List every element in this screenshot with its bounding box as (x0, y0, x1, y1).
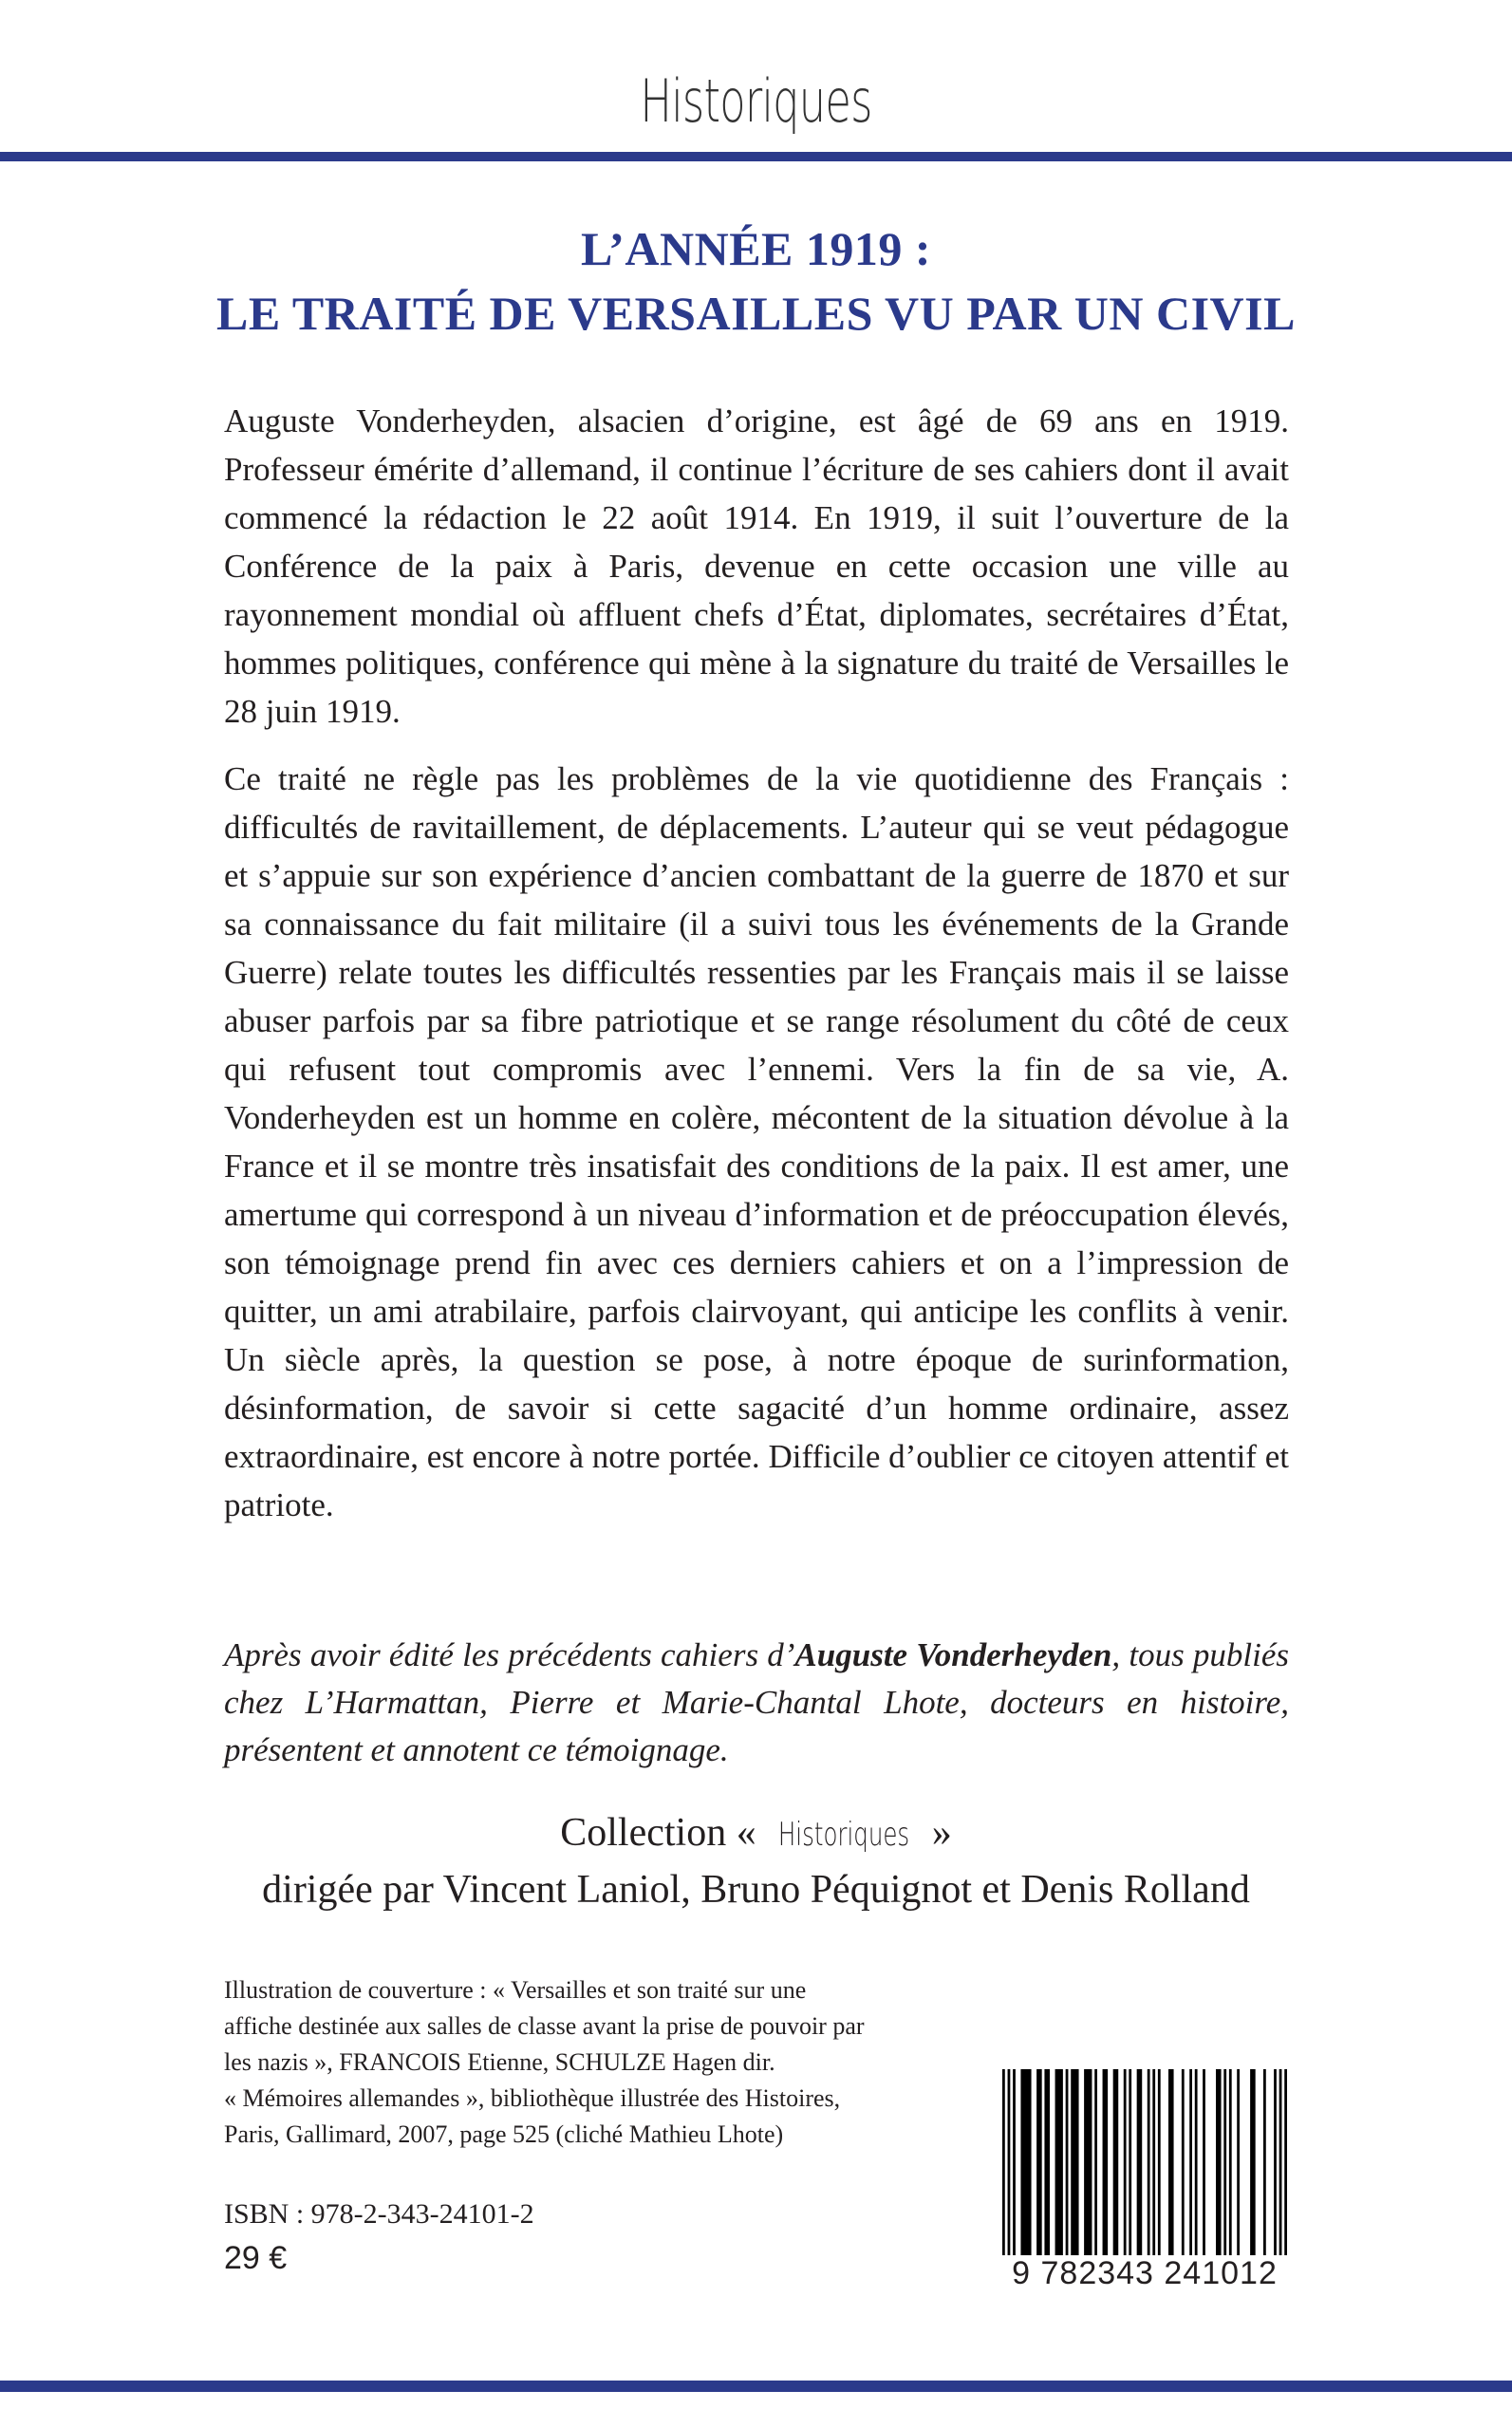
barcode-bar (1195, 2069, 1198, 2255)
illustration-line-4: « Mémoires allemandes », bibliothèque illustrée des Histoires, (224, 2084, 841, 2112)
barcode-bar (1168, 2069, 1174, 2255)
barcode-bar (1071, 2069, 1078, 2255)
isbn: ISBN : 978-2-343-24101-2 (224, 2198, 534, 2230)
barcode-bar (1148, 2069, 1150, 2255)
barcode-bar (1084, 2069, 1092, 2255)
barcode-bars (993, 2069, 1297, 2259)
barcode-bar (1203, 2069, 1205, 2255)
collection-info (0, 1805, 1512, 1917)
collection-directors: dirigée par Vincent Laniol, Bruno Péquignot et Denis Rolland (262, 1868, 1250, 1912)
barcode-bar (1124, 2069, 1127, 2255)
barcode-bar (1274, 2069, 1277, 2255)
barcode-bar (1020, 2069, 1031, 2255)
barcode-bar (1223, 2069, 1226, 2255)
series-header: Historiques (640, 66, 872, 136)
credit-before: Après avoir édité les précédents cahiers d’ (224, 1636, 795, 1673)
barcode-bar (1152, 2069, 1155, 2255)
barcode-bar (1129, 2069, 1131, 2255)
top-rule (0, 152, 1512, 161)
illustration-line-5: Paris, Gallimard, 2007, page 525 (cliché Mathieu Lhote) (224, 2120, 784, 2148)
barcode (993, 2069, 1297, 2291)
barcode-bar (1284, 2069, 1287, 2255)
barcode-bar (1158, 2069, 1161, 2255)
barcode-bar (1216, 2069, 1222, 2255)
collection-close-quote: » (931, 1811, 952, 1855)
collection-series: Historiques (778, 1816, 910, 1854)
barcode-bar (1189, 2069, 1192, 2255)
barcode-bar (1036, 2069, 1042, 2255)
book-title (0, 216, 1512, 345)
barcode-bar (1182, 2069, 1185, 2255)
barcode-bar (1103, 2069, 1109, 2255)
bottom-rule (0, 2381, 1512, 2392)
barcode-bar (1263, 2069, 1266, 2255)
title-line-2: LE TRAITÉ DE VERSAILLES VU PAR UN CIVIL (216, 287, 1296, 340)
illustration-line-3: les nazis », FRANCOIS Etienne, SCHULZE Hagen dir. (224, 2048, 775, 2076)
barcode-bar (1279, 2069, 1282, 2255)
barcode-bar (1229, 2069, 1232, 2255)
barcode-bar (1044, 2069, 1050, 2255)
barcode-bar (1137, 2069, 1143, 2255)
illustration-line-2: affiche destinée aux salles de classe avant la prise de pouvoir par (224, 2012, 865, 2040)
barcode-digits: 9 782343 241012 (993, 2255, 1297, 2292)
summary-paragraph-2: Ce traité ne règle pas les problèmes de la vie quotidienne des Français : difficultés de ravitaillement, de déplacements. L’auteur qui se veut pédagogue et s’appuie sur son expérience d’ancien combattant de la guerre de 1870 et sur sa connaissance du fait militaire (il a suivi tous les événements de la Grande Guerre) relate toutes les difficultés ressenties par les Français mais il se laisse abuser parfois par sa fibre patriotique et se range résolument du côté de ceux qui refusent tout compromis avec l’ennemi. Vers la fin de sa vie, A. Vonderheyden est un homme en colère, mécontent de la situation dévolue à la France et il se montre très insatisfait des conditions de la paix. Il est amer, une amertume qui correspond à un niveau d’information et de préoccupation élevés, son témoignage prend fin avec ces derniers cahiers et on a l’impression de quitter, un ami atrabilaire, parfois clairvoyant, qui anticipe les conflits à venir. Un siècle après, la question se pose, à notre époque de surinformation, désinformation, de savoir si cette sagacité d’un homme ordinaire, assez extraordinaire, est encore à notre portée. Difficile d’oublier ce citoyen attentif et patriote. (224, 760, 1289, 1523)
barcode-bar (1094, 2069, 1097, 2255)
barcode-bar (1013, 2069, 1016, 2255)
title-line-1: L’ANNÉE 1919 : (580, 222, 932, 275)
barcode-bar (1237, 2069, 1240, 2255)
illustration-credit (224, 1972, 955, 2153)
credit-author: Auguste Vonderheyden (794, 1636, 1112, 1673)
barcode-bar (1250, 2069, 1256, 2255)
barcode-bar (1008, 2069, 1011, 2255)
barcode-bar (1066, 2069, 1069, 2255)
price: 29 € (224, 2240, 288, 2276)
editors-credit (224, 1632, 1289, 1774)
barcode-bar (1055, 2069, 1063, 2255)
credit-after: , tous publiés chez L’Harmattan, Pierre et Marie-Chantal Lhote, docteurs en histoire, présentent et annotent ce témoignage. (224, 1636, 1290, 1768)
illustration-line-1: Illustration de couverture : « Versailles et son traité sur une (224, 1976, 807, 2004)
barcode-bar (1002, 2069, 1005, 2255)
summary-paragraph-1: Auguste Vonderheyden, alsacien d’origine, est âgé de 69 ans en 1919. Professeur émérite d’allemand, il continue l’écriture de ses cahiers dont il avait commencé la rédaction le 22 août 1914. En 1919, il suit l’ouverture de la Conférence de la paix à Paris, devenue en cette occasion une ville au rayonnement mondial où affluent chefs d’État, diplomates, secrétaires d’État, hommes politiques, conférence qui mène à la signature du traité de Versailles le 28 juin 1919. (224, 402, 1289, 730)
barcode-bar (1113, 2069, 1119, 2255)
collection-open-quote: « (736, 1811, 756, 1855)
collection-line (0, 1805, 1512, 1862)
collection-label: Collection (560, 1811, 727, 1855)
back-cover-summary (224, 397, 1289, 1548)
